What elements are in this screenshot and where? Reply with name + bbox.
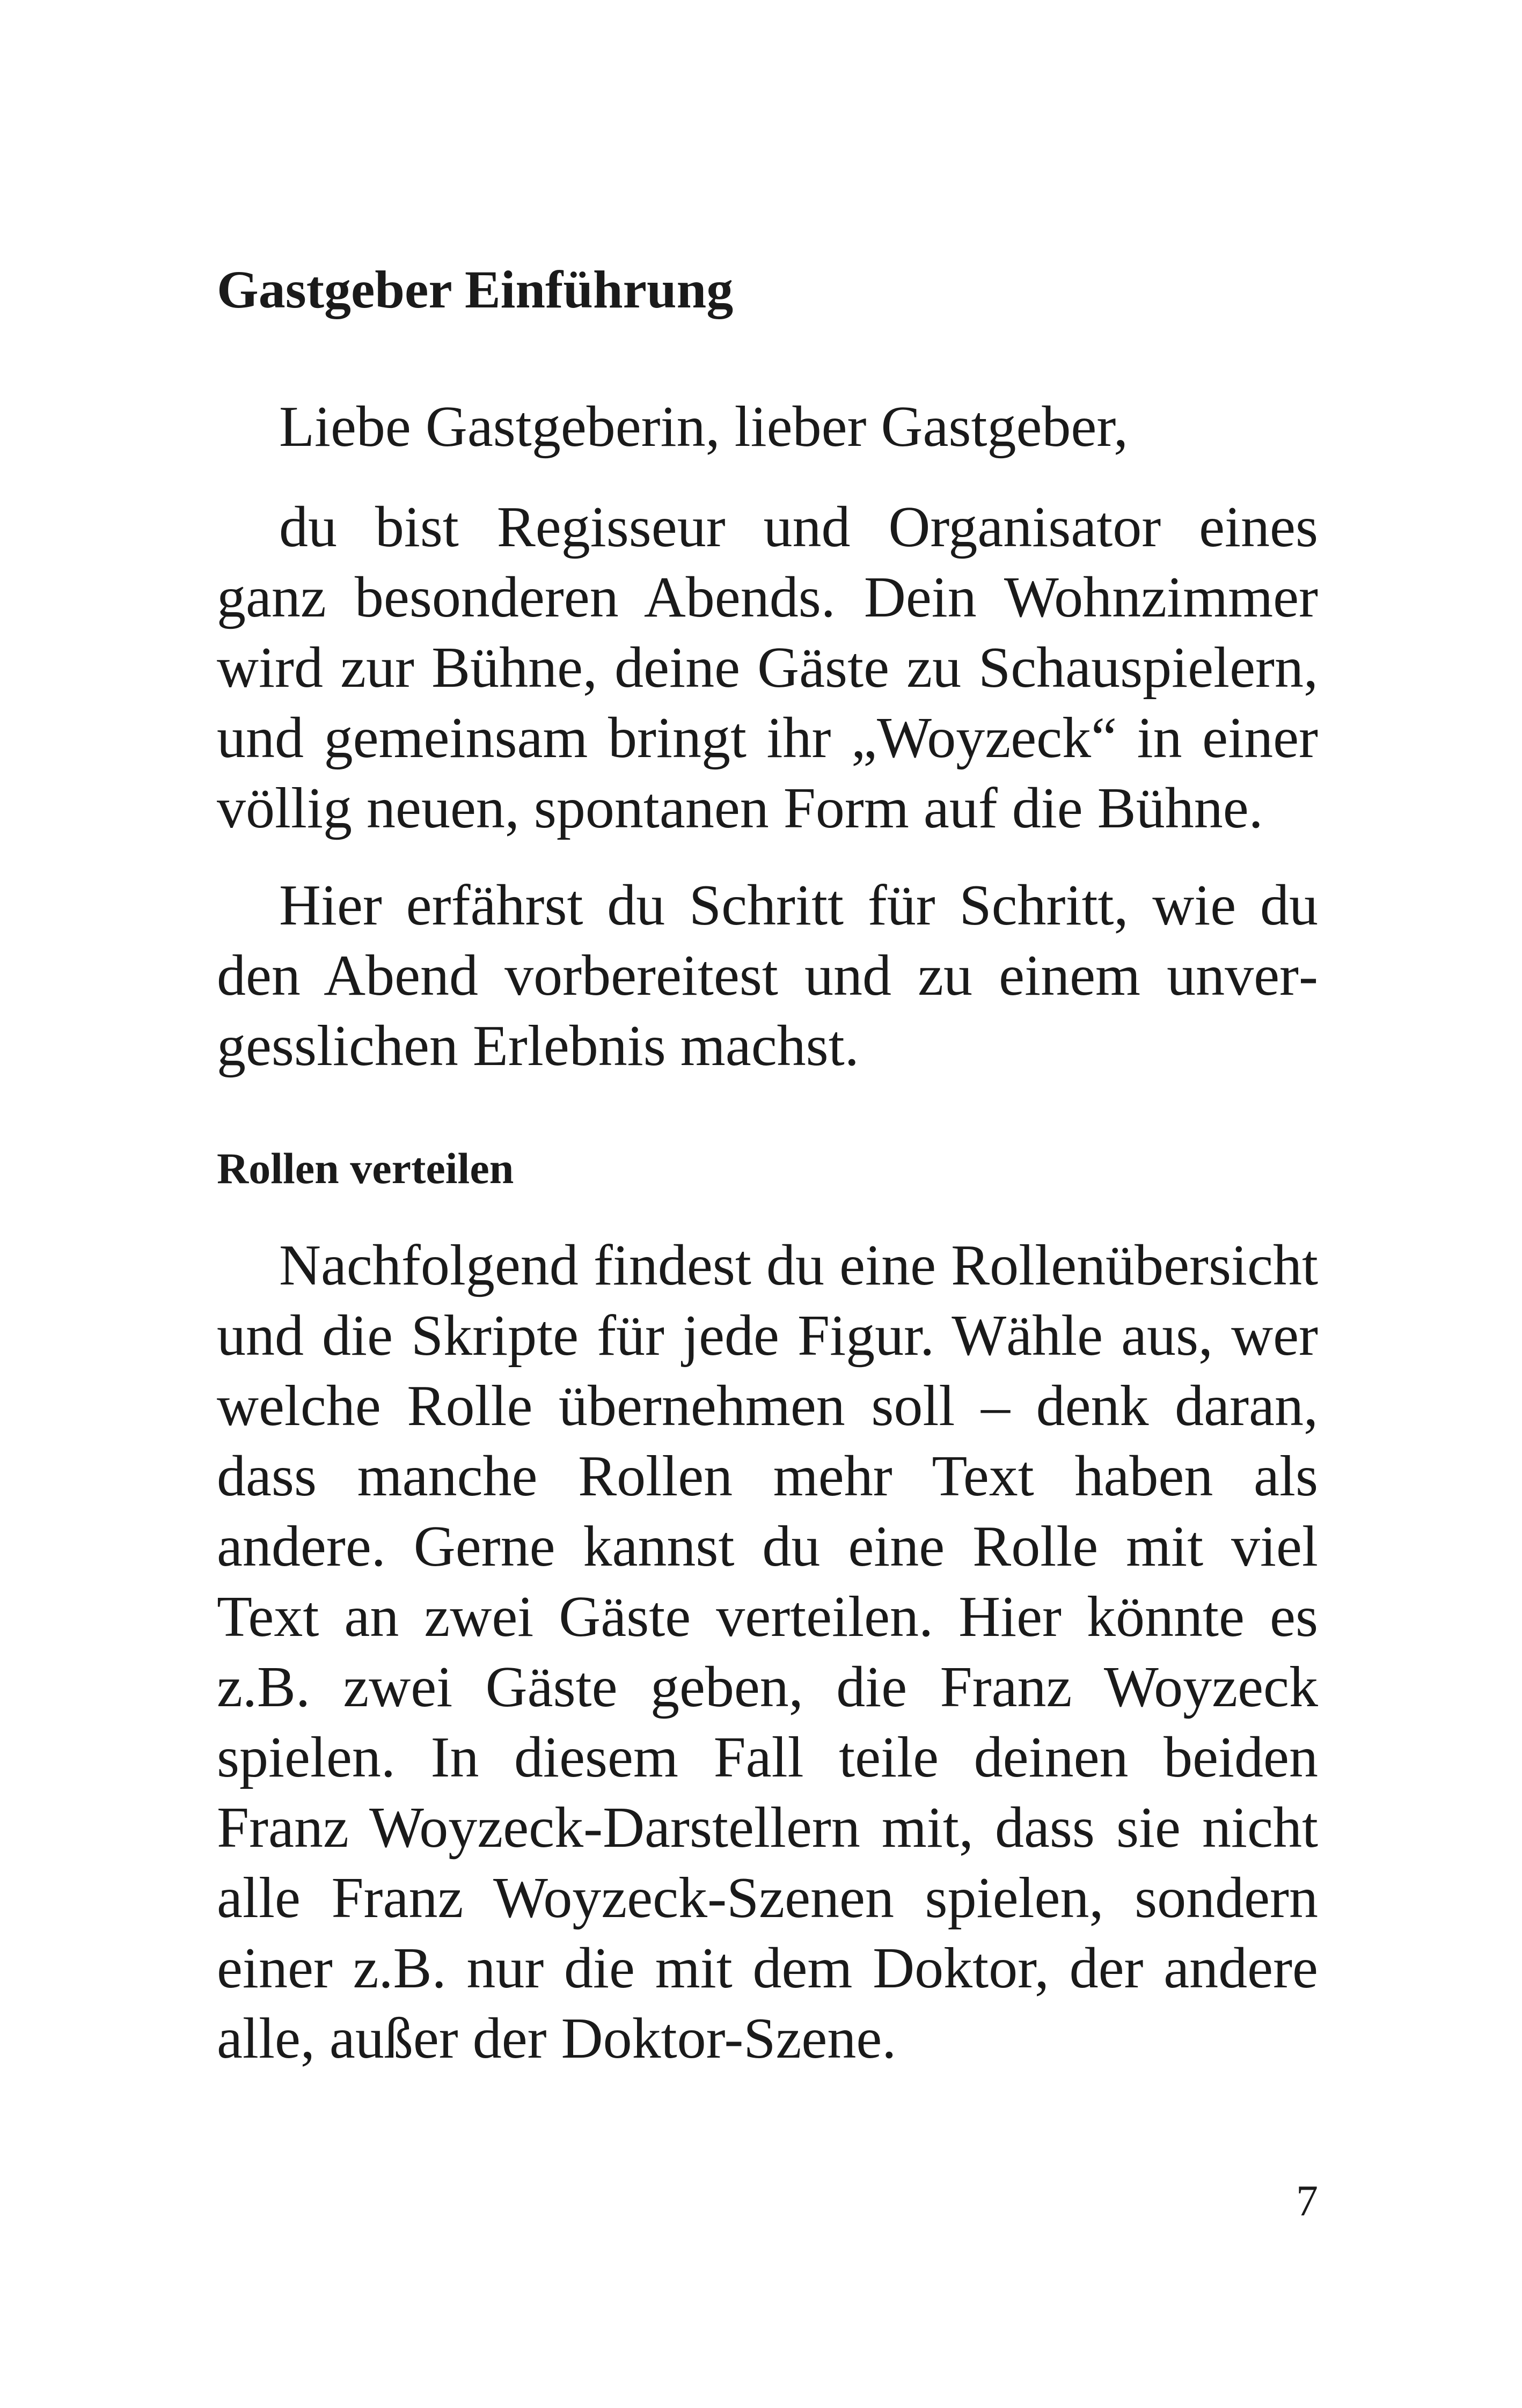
section-title-rollen-verteilen: Rollen verteilen xyxy=(217,1144,514,1193)
intro-paragraph-2: Hier erfährst du Schritt für Schritt, wie du den Abend vorbereitest und zu einem unvergesslichen Erlebnis machst. xyxy=(217,873,1318,1078)
intro-paragraph-1: du bist Regisseur und Organisator eines ganz besonderen Abends. Dein Wohnzimmer wird zur Bühne, deine Gäste zu Schauspielern, und gemeinsam bringt ihr „Woyzeck“ in einer völlig neuen, spontanen Form auf die Bühne. xyxy=(217,495,1318,840)
page-content xyxy=(217,252,1318,2101)
page-number: 7 xyxy=(1296,2176,1318,2225)
chapter-title: Gastgeber Einführung xyxy=(217,260,734,319)
greeting-line: Liebe Gastgeberin, lieber Gastgeber, xyxy=(279,395,1128,459)
roles-paragraph: Nachfolgend findest du eine Rollenübersicht und die Skripte für jede Figur. Wähle aus, wer welche Rolle übernehmen soll – denk daran, dass manche Rollen mehr Text haben als andere. Gerne kannst du eine Rolle mit viel Text an zwei Gäste verteilen. Hier könnte es z.B. zwei Gäste geben, die Franz Woyzeck spielen. In diesem Fall teile deinen beiden Franz Woyzeck-Darstellern mit, dass sie nicht alle Franz Woyzeck-Szenen spielen, sondern einer z.B. nur die mit dem Doktor, der andere alle, außer der Doktor-Szene. xyxy=(217,1234,1318,2071)
